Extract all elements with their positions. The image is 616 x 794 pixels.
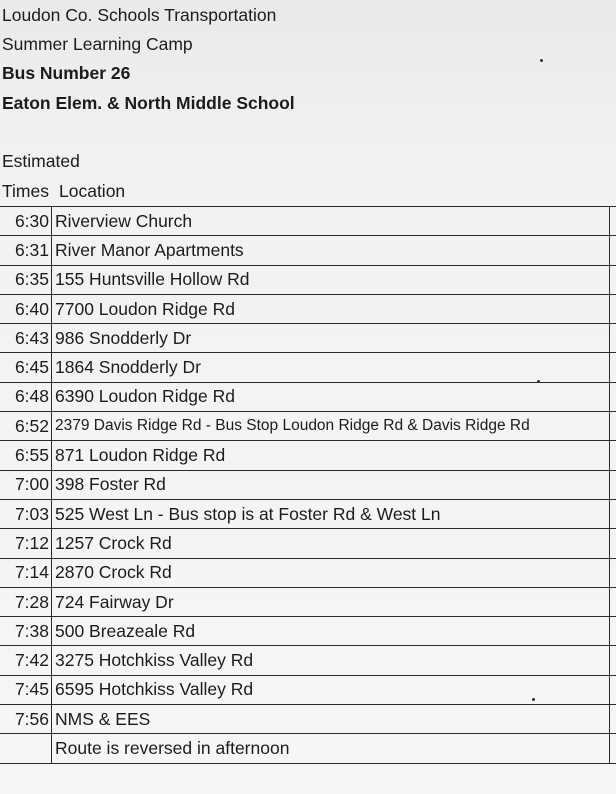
stop-schedule-table [0,206,616,764]
table-row [0,529,616,558]
table-edge-cell [610,412,616,441]
stop-time: 7:56 [0,705,52,734]
stop-location: 500 Breazeale Rd [52,617,610,646]
stop-time: 7:12 [0,529,52,558]
stop-location: 871 Loudon Ridge Rd [52,441,610,470]
table-edge-cell [610,558,616,587]
table-edge-cell [610,705,616,734]
stop-time: 7:03 [0,499,52,528]
schools-served: Eaton Elem. & North Middle School [2,93,295,113]
stop-time: 7:38 [0,617,52,646]
table-edge-cell [610,265,616,294]
table-row [0,265,616,294]
stop-location: 2379 Davis Ridge Rd - Bus Stop Loudon Ridge Rd & Davis Ridge Rd [52,412,610,441]
stop-time: 6:40 [0,294,52,323]
table-row [0,470,616,499]
table-edge-cell [610,587,616,616]
stop-location: 724 Fairway Dr [52,587,610,616]
stop-location: 7700 Loudon Ridge Rd [52,294,610,323]
stop-location: 155 Huntsville Hollow Rd [52,265,610,294]
table-edge-cell [610,734,616,763]
stop-time [0,734,52,763]
table-row [0,353,616,382]
stop-time: 6:48 [0,382,52,411]
table-row [0,587,616,616]
table-row [0,324,616,353]
stop-location: 986 Snodderly Dr [52,324,610,353]
table-edge-cell [610,324,616,353]
location-column-header: Location [59,181,126,201]
table-edge-cell [610,441,616,470]
table-edge-cell [610,646,616,675]
stop-location: 1864 Snodderly Dr [52,353,610,382]
table-row [0,382,616,411]
stop-location: 2870 Crock Rd [52,558,610,587]
stop-location: 1257 Crock Rd [52,529,610,558]
scan-speck [537,380,540,383]
stop-time: 6:45 [0,353,52,382]
estimated-label: Estimated [2,151,80,171]
district-title: Loudon Co. Schools Transportation [2,5,277,25]
times-column-header: Times [2,181,49,201]
stop-time: 6:31 [0,236,52,265]
stop-location: Route is reversed in afternoon [52,734,610,763]
table-edge-cell [610,353,616,382]
table-edge-cell [610,470,616,499]
stop-time: 6:55 [0,441,52,470]
table-row [0,617,616,646]
stop-time: 6:30 [0,207,52,236]
stop-time: 7:28 [0,587,52,616]
stop-location: 6390 Loudon Ridge Rd [52,382,610,411]
table-row [0,207,616,236]
table-row [0,412,616,441]
table-row [0,675,616,704]
table-edge-cell [610,236,616,265]
stop-location: Riverview Church [52,207,610,236]
table-row [0,294,616,323]
stop-time: 6:52 [0,412,52,441]
table-row [0,558,616,587]
stop-time: 6:35 [0,265,52,294]
table-edge-cell [610,294,616,323]
table-edge-cell [610,207,616,236]
stop-location: River Manor Apartments [52,236,610,265]
table-row [0,646,616,675]
table-row [0,734,616,763]
stop-location: 398 Foster Rd [52,470,610,499]
table-edge-cell [610,382,616,411]
bus-number: Bus Number 26 [2,63,131,83]
stop-location: 6595 Hotchkiss Valley Rd [52,675,610,704]
stop-time: 7:00 [0,470,52,499]
table-row [0,499,616,528]
program-title: Summer Learning Camp [2,34,193,54]
table-row [0,441,616,470]
stop-location: 3275 Hotchkiss Valley Rd [52,646,610,675]
scan-speck [540,59,543,62]
stop-time: 6:43 [0,324,52,353]
stop-time: 7:45 [0,675,52,704]
table-edge-cell [610,617,616,646]
table-edge-cell [610,529,616,558]
stop-time: 7:14 [0,558,52,587]
stop-time: 7:42 [0,646,52,675]
table-row [0,705,616,734]
stop-location: NMS & EES [52,705,610,734]
stop-location: 525 West Ln - Bus stop is at Foster Rd & West Ln [52,499,610,528]
table-row [0,236,616,265]
table-edge-cell [610,675,616,704]
table-edge-cell [610,499,616,528]
scan-speck [532,698,535,701]
